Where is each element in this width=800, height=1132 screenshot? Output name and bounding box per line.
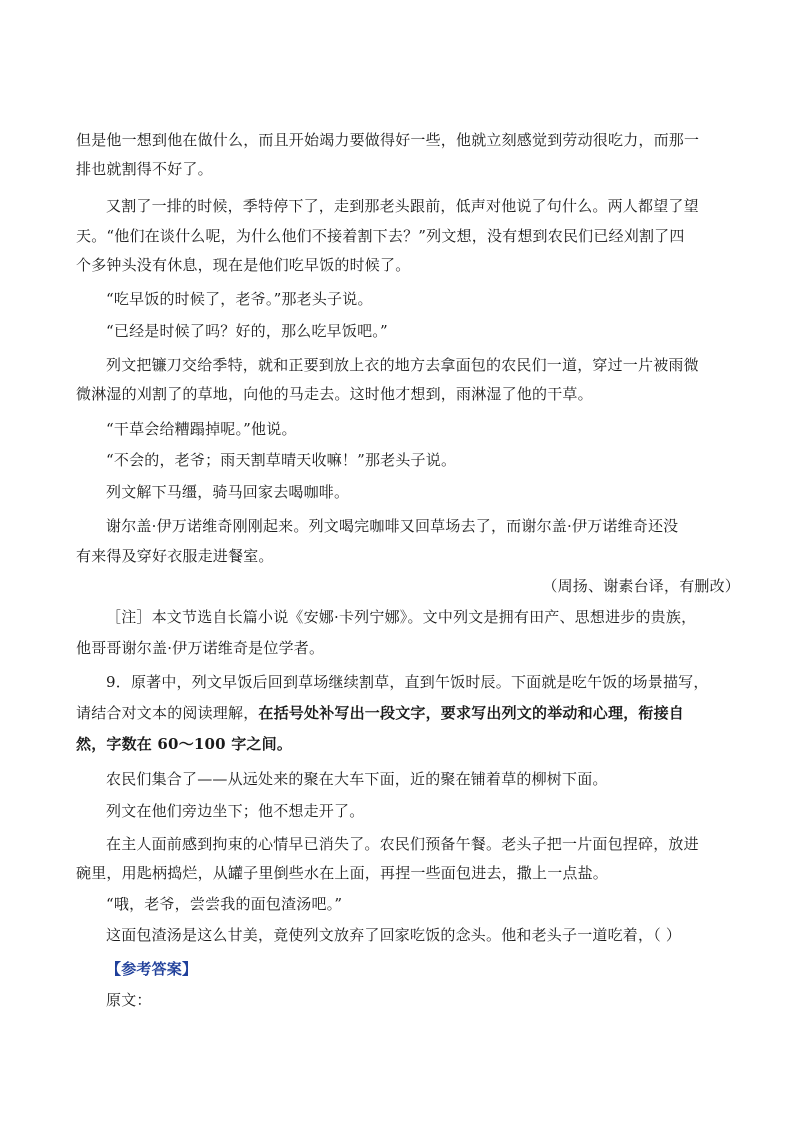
text-line: “干草会给糟蹋掉呢。”他说。 — [106, 420, 297, 438]
text-line: 个多钟头没有休息，现在是他们吃早饭的时候了。 — [76, 256, 411, 274]
text-line: “哦，老爷，尝尝我的面包渣汤吧。” — [106, 895, 343, 913]
text-line: “不会的，老爷；雨天割草晴天收嘛！”那老头子说。 — [106, 451, 457, 469]
text-line: 列文在他们旁边坐下；他不想走开了。 — [106, 802, 365, 820]
text-line: 有来得及穿好衣服走进餐室。 — [76, 547, 274, 565]
text-line: 农民们集合了——从远处来的聚在大车下面，近的聚在铺着草的柳树下面。 — [106, 770, 608, 788]
text-line: 又割了一排的时候，季特停下了，走到那老头跟前，低声对他说了句什么。两人都望了望 — [106, 197, 699, 215]
text-line: “吃早饭的时候了，老爷。”那老头子说。 — [106, 290, 373, 308]
text-line: 排也就割得不好了。 — [76, 160, 213, 178]
text-line: “已经是时候了吗？好的，那么吃早饭吧。” — [106, 322, 388, 340]
question-line: 9．原著中，列文早饭后回到草场继续割草，直到午饭时辰。下面就是吃午饭的场景描写， — [106, 673, 709, 691]
text-line: 但是他一想到他在做什么，而且开始竭力要做得好一些，他就立刻感觉到劳动很吃力，而那一 — [76, 131, 700, 149]
text-line: 这面包渣汤是这么甘美，竟使列文放弃了回家吃饭的念头。他和老头子一道吃着，（ ） — [106, 926, 682, 944]
note-line: 他哥哥谢尔盖·伊万诺维奇是位学者。 — [76, 639, 325, 657]
answer-heading: 【参考答案】 — [106, 960, 198, 978]
text-line: 微淋湿的刈割了的草地，向他的马走去。这时他才想到，雨淋湿了他的干草。 — [76, 385, 593, 403]
note-line: ［注］本文节选自长篇小说《安娜·卡列宁娜》。文中列文是拥有田产、思想进步的贵族， — [106, 608, 697, 626]
text-line: 列文把镰刀交给季特，就和正要到放上衣的地方去拿面包的农民们一道，穿过一片被雨微 — [106, 356, 699, 374]
translator-credit: （周扬、谢素台译，有删改） — [542, 577, 740, 595]
text-line: 谢尔盖·伊万诺维奇刚刚起来。列文喝完咖啡又回草场去了，而谢尔盖·伊万诺维奇还没 — [106, 517, 679, 535]
question-line: 然，字数在 60～100 字之间。 — [76, 735, 293, 753]
text-line: 天。“他们在谈什么呢，为什么他们不接着割下去？”列文想，没有想到农民们已经刈割了四 — [76, 227, 685, 245]
text-line: 列文解下马缰，骑马回家去喝咖啡。 — [106, 483, 350, 501]
original-label: 原文： — [106, 991, 152, 1009]
text-line: 在主人面前感到拘束的心情早已消失了。农民们预备午餐。老头子把一片面包捏碎，放进 — [106, 835, 699, 853]
text-line: 碗里，用匙柄捣烂，从罐子里倒些水在上面，再捏一些面包进去，撒上一点盐。 — [76, 864, 609, 882]
question-line: 请结合对文本的阅读理解，在括号处补写出一段文字，要求写出列文的举动和心理，衔接自 — [76, 704, 685, 722]
